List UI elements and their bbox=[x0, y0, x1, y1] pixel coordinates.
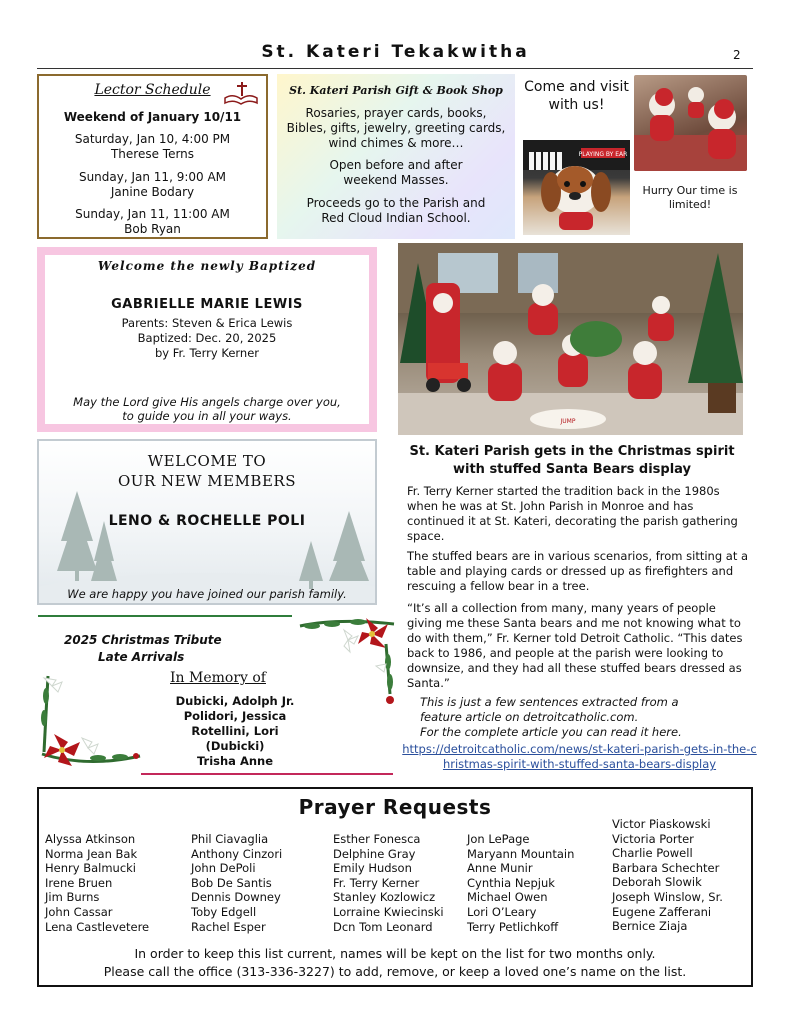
article-link[interactable]: https://detroitcatholic.com/news/st-kateri-parish-gets-in-the-christmas-spirit-with-stuffed-santa-bears-display bbox=[402, 742, 757, 771]
prayer-name: Rachel Esper bbox=[191, 919, 266, 934]
article-title: St. Kateri Parish gets in the Christmas spirit with stuffed Santa Bears display bbox=[409, 444, 735, 477]
baptized-box bbox=[37, 247, 377, 432]
tribute-name: Polidori, Jessica bbox=[183, 709, 287, 723]
baptized-by: by Fr. Terry Kerner bbox=[154, 346, 260, 360]
prayer-column bbox=[612, 817, 752, 934]
prayer-name: Victoria Porter bbox=[612, 831, 694, 846]
title-line: WELCOME TO bbox=[147, 452, 267, 470]
beagle-plush-photo bbox=[523, 140, 630, 235]
new-members-box bbox=[37, 439, 377, 605]
baptized-parents: Parents: Steven & Erica Lewis bbox=[121, 316, 293, 330]
prayer-name: Deborah Slowik bbox=[612, 875, 702, 890]
lector-slot-time: Sunday, Jan 11, 9:00 AM bbox=[78, 170, 227, 184]
prayer-name: Stanley Kozlowicz bbox=[333, 890, 436, 905]
lector-title: Lector Schedule bbox=[94, 82, 211, 98]
poinsettia-corner-icon bbox=[38, 672, 142, 772]
prayer-name: Henry Balmucki bbox=[45, 861, 137, 876]
prayer-name: Alyssa Atkinson bbox=[45, 832, 136, 846]
blessing-line: May the Lord give His angels charge over you, bbox=[73, 395, 341, 409]
header-divider bbox=[37, 68, 753, 69]
prayer-name: Lena Castlevetere bbox=[45, 919, 150, 934]
tribute-title-line: 2025 Christmas Tribute bbox=[64, 633, 222, 647]
gift-shop-box bbox=[277, 74, 515, 239]
winter-trees-illustration bbox=[39, 471, 375, 605]
bible-cross-icon bbox=[222, 80, 260, 108]
prayer-name: Dcn Tom Leonard bbox=[333, 919, 433, 934]
note-line: For the complete article you can read it here. bbox=[420, 725, 682, 739]
note-line: This is just a few sentences extracted from a bbox=[420, 695, 679, 709]
article-paragraph: The stuffed bears are in various scenarios, from sitting at a table and playing cards or dressed up as firefighters and rescuing a fellow bear in a tree. bbox=[407, 549, 749, 593]
prayer-requests-title: Prayer Requests bbox=[298, 795, 492, 819]
prayer-name: Barbara Schechter bbox=[612, 860, 720, 875]
gift-shop-proceeds: Proceeds go to the Parish and Red Cloud Indian School. bbox=[306, 196, 486, 225]
prayer-name: Terry Petlichkoff bbox=[467, 919, 559, 934]
prayer-name: Maryann Mountain bbox=[467, 846, 575, 861]
prayer-name: Jon LePage bbox=[467, 832, 530, 846]
tribute-bottom-rule bbox=[141, 773, 393, 775]
note-line: feature article on detroitcatholic.com. bbox=[420, 710, 639, 724]
prayer-name: Eugene Zafferani bbox=[612, 904, 712, 919]
prayer-name: Fr. Terry Kerner bbox=[333, 875, 420, 890]
santa-bears-photo-small bbox=[634, 75, 747, 171]
gift-shop-title: St. Kateri Parish Gift & Book Shop bbox=[289, 84, 503, 97]
baptized-name: GABRIELLE MARIE LEWIS bbox=[111, 297, 303, 312]
prayer-name: Victor Piaskowski bbox=[612, 817, 711, 831]
come-visit-text: Come and visit with us! bbox=[524, 79, 629, 113]
lector-slot-name: Bob Ryan bbox=[124, 222, 181, 236]
lector-schedule-box bbox=[37, 74, 268, 239]
tribute-title-line: Late Arrivals bbox=[98, 650, 185, 664]
prayer-name: Emily Hudson bbox=[333, 861, 412, 876]
prayer-name: Anthony Cinzori bbox=[191, 846, 283, 861]
tribute-name: (Dubicki) bbox=[205, 739, 265, 753]
lector-slot-time: Saturday, Jan 10, 4:00 PM bbox=[74, 132, 231, 146]
prayer-name: Toby Edgell bbox=[191, 904, 257, 919]
prayer-name: John DePoli bbox=[191, 861, 256, 876]
photo-sign-text: JUMP bbox=[560, 418, 576, 425]
tribute-name: Trisha Anne bbox=[196, 754, 274, 768]
tribute-title bbox=[64, 632, 274, 666]
prayer-requests-box bbox=[37, 787, 753, 987]
lector-slot bbox=[39, 207, 266, 237]
article-paragraph: Fr. Terry Kerner started the tradition back in the 1980s when he was at St. John Parish in Monroe and has continued it at St. Kateri, decorating the parish gathering space. bbox=[407, 484, 738, 543]
prayer-name: Lorraine Kwiecinski bbox=[333, 904, 444, 919]
baptized-date: Baptized: Dec. 20, 2025 bbox=[137, 331, 277, 345]
new-members-footer: We are happy you have joined our parish family. bbox=[67, 587, 347, 601]
article-note bbox=[420, 695, 750, 740]
prayer-name: Phil Ciavaglia bbox=[191, 832, 269, 846]
prayer-name: Irene Bruen bbox=[45, 875, 113, 890]
santa-bears-display-photo bbox=[398, 243, 743, 435]
baptized-title: Welcome the newly Baptized bbox=[97, 259, 317, 273]
prayer-name: Esther Fonesca bbox=[333, 832, 421, 846]
lector-slot-name: Therese Terns bbox=[110, 147, 195, 161]
tribute-top-rule bbox=[38, 615, 292, 617]
lector-slot bbox=[39, 132, 266, 162]
tribute-name: Rotellini, Lori bbox=[191, 724, 279, 738]
prayer-name: Cynthia Nepjuk bbox=[467, 875, 555, 890]
prayer-name: Jim Burns bbox=[45, 890, 100, 905]
prayer-name: Bernice Ziaja bbox=[612, 919, 688, 934]
blessing-line: to guide you in all your ways. bbox=[122, 409, 292, 423]
prayer-name: Michael Owen bbox=[467, 890, 548, 905]
prayer-column bbox=[333, 832, 473, 934]
baptized-blessing bbox=[45, 395, 369, 423]
plush-sign-text: PLAYING BY EAR bbox=[578, 151, 628, 158]
page-number: 2 bbox=[733, 48, 741, 62]
prayer-column bbox=[191, 832, 331, 934]
new-members-names: LENO & ROCHELLE POLI bbox=[108, 513, 306, 529]
prayer-name: Charlie Powell bbox=[612, 846, 693, 861]
prayer-column bbox=[45, 832, 185, 934]
newsletter-title: St. Kateri Tekakwitha bbox=[261, 42, 530, 62]
gift-shop-items: Rosaries, prayer cards, books, Bibles, gifts, jewelry, greeting cards, wind chimes & more… bbox=[286, 106, 506, 150]
lector-slot bbox=[39, 170, 266, 200]
footer-line: Please call the office (313-336-3227) to add, remove, or keep a loved one’s name on the list. bbox=[103, 964, 687, 979]
article-paragraph: “It’s all a collection from many, many years of people giving me these Santa bears and me not knowing what to do with them,” Fr. Kerner told Detroit Catholic. “This dates back to 1986, and people at the parish were looking to downsize, and they had all these stuffed bears dressed as Santa.” bbox=[407, 601, 743, 690]
lector-slot-name: Janine Bodary bbox=[110, 185, 195, 199]
prayer-column bbox=[467, 832, 607, 934]
new-members-title bbox=[39, 451, 375, 491]
prayer-requests-footer bbox=[39, 945, 751, 981]
tribute-name: Dubicki, Adolph Jr. bbox=[175, 694, 295, 708]
prayer-name: Anne Munir bbox=[467, 861, 533, 876]
footer-line: In order to keep this list current, names will be kept on the list for two months only. bbox=[134, 946, 656, 961]
title-line: OUR NEW MEMBERS bbox=[118, 472, 296, 490]
prayer-name: Joseph Winslow, Sr. bbox=[612, 889, 723, 904]
prayer-name: Delphine Gray bbox=[333, 846, 416, 861]
prayer-name: Dennis Downey bbox=[191, 890, 281, 905]
gift-shop-hours: Open before and after weekend Masses. bbox=[329, 158, 463, 187]
prayer-name: John Cassar bbox=[45, 904, 113, 919]
lector-slot-time: Sunday, Jan 11, 11:00 AM bbox=[75, 207, 230, 221]
in-memory-heading: In Memory of bbox=[170, 670, 266, 686]
tribute-names bbox=[150, 694, 320, 769]
prayer-name: Lori O’Leary bbox=[467, 904, 537, 919]
lector-weekend: Weekend of January 10/11 bbox=[63, 110, 242, 124]
hurry-text: Hurry Our time is limited! bbox=[642, 184, 738, 211]
prayer-name: Bob De Santis bbox=[191, 875, 272, 890]
prayer-name: Norma Jean Bak bbox=[45, 846, 138, 861]
